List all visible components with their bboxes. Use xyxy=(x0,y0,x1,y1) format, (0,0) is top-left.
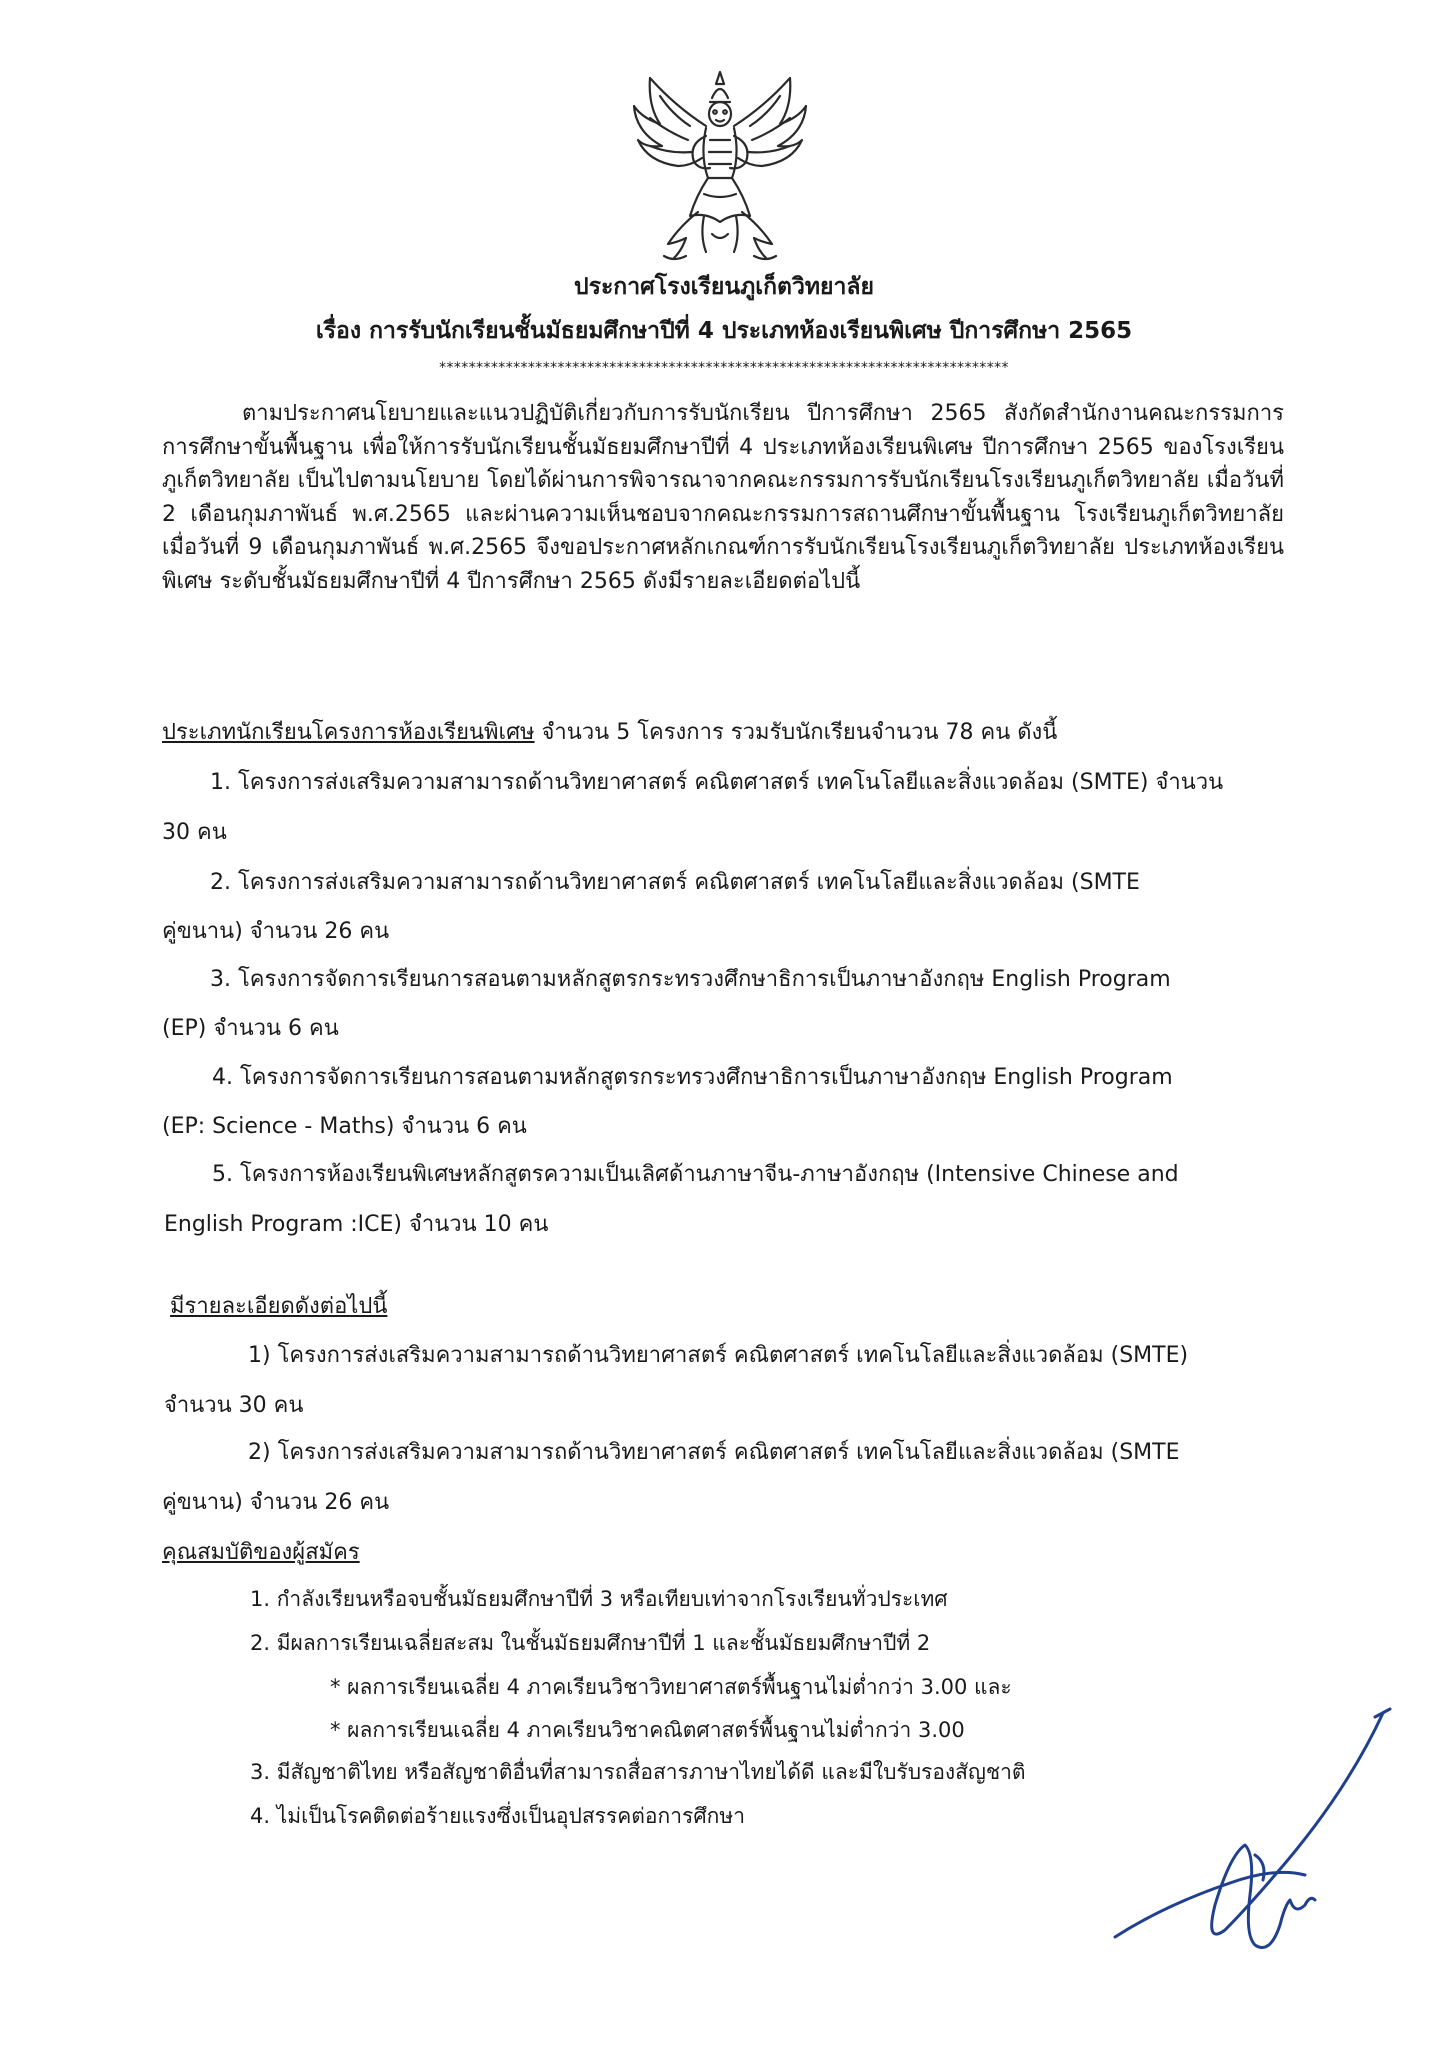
qualification-item-2: 2. มีผลการเรียนเฉลี่ยสะสม ในชั้นมัธยมศึกษาปีที่ 1 และชั้นมัธยมศึกษาปีที่ 2 xyxy=(250,1631,931,1655)
program-item-5-line1: 5. โครงการห้องเรียนพิเศษหลักสูตรความเป็นเลิศด้านภาษาจีน-ภาษาอังกฤษ (Intensive Chinese and xyxy=(212,1162,1179,1187)
qualification-item-3: 3. มีสัญชาติไทย หรือสัญชาติอื่นที่สามารถสื่อสารภาษาไทยได้ดี และมีใบรับรองสัญชาติ xyxy=(250,1760,1026,1784)
program-item-3-line1: 3. โครงการจัดการเรียนการสอนตามหลักสูตรกระทรวงศึกษาธิการเป็นภาษาอังกฤษ English Program xyxy=(210,967,1171,992)
programs-heading xyxy=(162,718,1057,748)
qualification-subitem-math: * ผลการเรียนเฉลี่ย 4 ภาคเรียนวิชาคณิตศาสตร์พื้นฐานไม่ต่ำกว่า 3.00 xyxy=(330,1718,965,1742)
qualification-item-1: 1. กำลังเรียนหรือจบชั้นมัธยมศึกษาปีที่ 3 หรือเทียบเท่าจากโรงเรียนทั่วประเทศ xyxy=(250,1587,948,1611)
program-item-1-line1: 1. โครงการส่งเสริมความสามารถด้านวิทยาศาสตร์ คณิตศาสตร์ เทคโนโลยีและสิ่งแวดล้อม (SMTE) จำนวน xyxy=(210,770,1224,795)
qualification-item-4: 4. ไม่เป็นโรคติดต่อร้ายแรงซึ่งเป็นอุปสรรคต่อการศึกษา xyxy=(250,1804,746,1828)
program-item-4-line2: (EP: Science - Maths) จำนวน 6 คน xyxy=(162,1114,527,1139)
garuda-emblem-icon xyxy=(620,66,820,266)
details-heading: มีรายละเอียดดังต่อไปนี้ xyxy=(170,1294,388,1319)
announcement-title: ประกาศโรงเรียนภูเก็ตวิทยาลัย xyxy=(573,274,875,300)
detail-item-2-line1: 2) โครงการส่งเสริมความสามารถด้านวิทยาศาสตร์ คณิตศาสตร์ เทคโนโลยีและสิ่งแวดล้อม (SMTE xyxy=(248,1440,1180,1465)
program-item-2-line1: 2. โครงการส่งเสริมความสามารถด้านวิทยาศาสตร์ คณิตศาสตร์ เทคโนโลยีและสิ่งแวดล้อม (SMTE xyxy=(210,870,1140,895)
star-divider: ***************************************************************************** xyxy=(439,360,1009,376)
detail-item-1-line1: 1) โครงการส่งเสริมความสามารถด้านวิทยาศาสตร์ คณิตศาสตร์ เทคโนโลยีและสิ่งแวดล้อม (SMTE) xyxy=(248,1343,1189,1368)
program-item-1-line2: 30 คน xyxy=(162,820,227,845)
qualification-subitem-science: * ผลการเรียนเฉลี่ย 4 ภาคเรียนวิชาวิทยาศาสตร์พื้นฐานไม่ต่ำกว่า 3.00 และ xyxy=(330,1675,1012,1699)
program-item-5-line2: English Program :ICE) จำนวน 10 คน xyxy=(164,1212,549,1237)
announcement-subject: เรื่อง การรับนักเรียนชั้นมัธยมศึกษาปีที่ 4 ประเภทห้องเรียนพิเศษ ปีการศึกษา 2565 xyxy=(315,318,1133,344)
qualifications-heading: คุณสมบัติของผู้สมัคร xyxy=(162,1540,360,1565)
program-item-4-line1: 4. โครงการจัดการเรียนการสอนตามหลักสูตรกระทรวงศึกษาธิการเป็นภาษาอังกฤษ English Program xyxy=(212,1065,1173,1090)
programs-heading-underlined: ประเภทนักเรียนโครงการห้องเรียนพิเศษ xyxy=(162,720,535,745)
signature-icon xyxy=(1105,1705,1405,1965)
intro-paragraph: ตามประกาศนโยบายและแนวปฏิบัติเกี่ยวกับการรับนักเรียน ปีการศึกษา 2565 สังกัดสำนักงานคณะกรรมการการศึกษาขั้นพื้นฐาน เพื่อให้การรับนักเรียนชั้นมัธยมศึกษาปีที่ 4 ประเภทห้องเรียนพิเศษ ปีการศึกษา 2565 ของโรงเรียนภูเก็ตวิทยาลัย เป็นไปตามนโยบาย โดยได้ผ่านการพิจารณาจากคณะกรรมการรับนักเรียนโรงเรียนภูเก็ตวิทยาลัย เมื่อวันที่ 2 เดือนกุมภาพันธ์ พ.ศ.2565 และผ่านความเห็นชอบจากคณะกรรมการสถานศึกษาขั้นพื้นฐาน โรงเรียนภูเก็ตวิทยาลัย เมื่อวันที่ 9 เดือนกุมภาพันธ์ พ.ศ.2565 จึงขอประกาศหลักเกณฑ์การรับนักเรียนโรงเรียนภูเก็ตวิทยาลัย ประเภทห้องเรียนพิเศษ ระดับชั้นมัธยมศึกษาปีที่ 4 ปีการศึกษา 2565 ดังมีรายละเอียดต่อไปนี้ xyxy=(162,401,1284,594)
detail-item-2-line2: คู่ขนาน) จำนวน 26 คน xyxy=(162,1490,390,1515)
program-item-3-line2: (EP) จำนวน 6 คน xyxy=(162,1016,339,1041)
program-item-2-line2: คู่ขนาน) จำนวน 26 คน xyxy=(162,919,390,944)
programs-heading-rest: จำนวน 5 โครงการ รวมรับนักเรียนจำนวน 78 คน ดังนี้ xyxy=(534,720,1058,745)
detail-item-1-line2: จำนวน 30 คน xyxy=(164,1393,304,1418)
